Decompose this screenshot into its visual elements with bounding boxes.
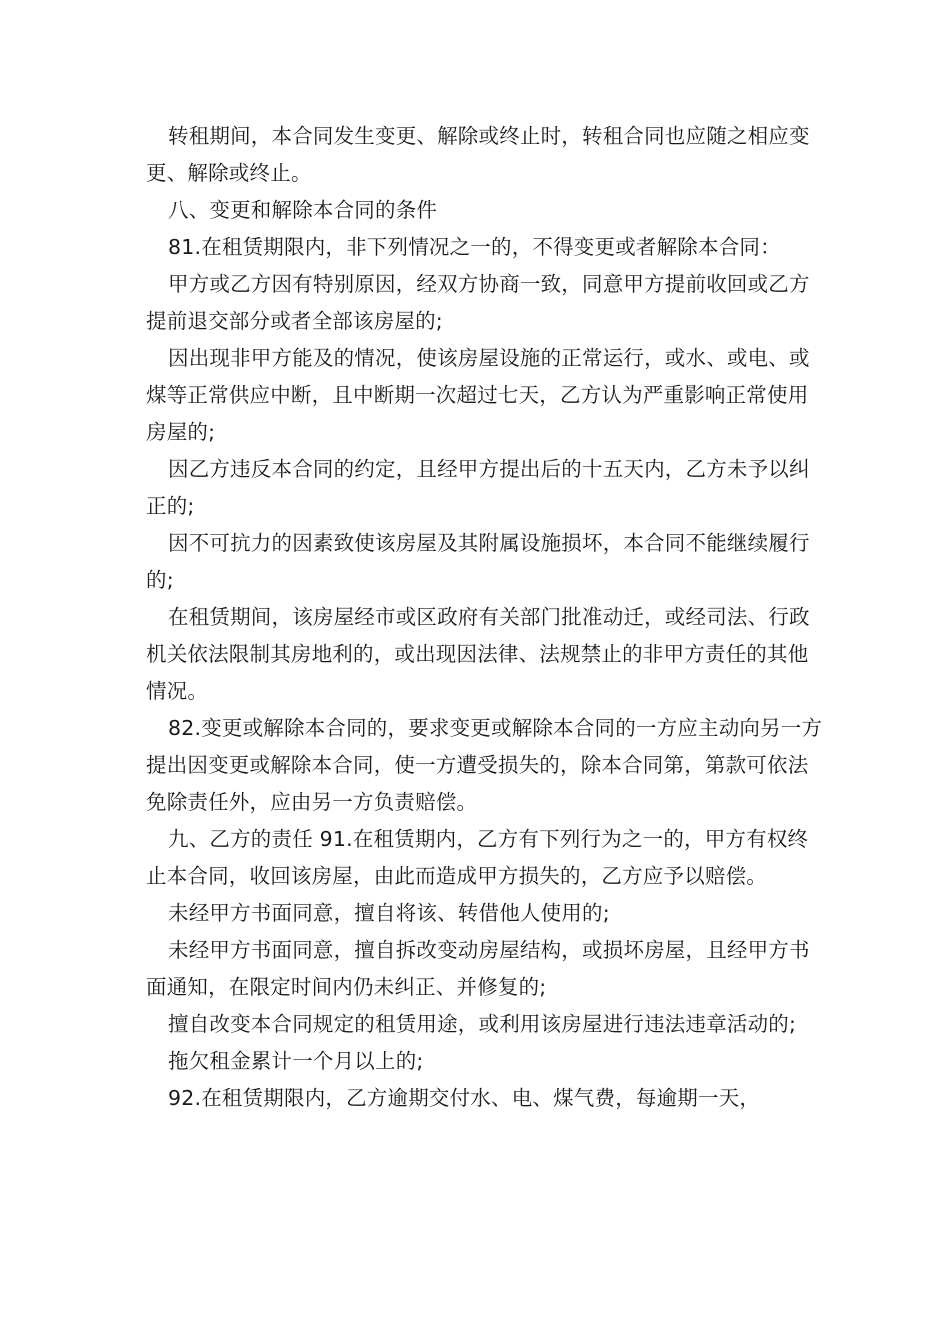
clause-item: 在租赁期间，该房屋经市或区政府有关部门批准动迁，或经司法、行政机关依法限制其房地利的，或出现因法律、法规禁止的非甲方责任的其他情况。: [146, 605, 810, 703]
clause-8-1: 81.在租赁期限内，非下列情况之一的，不得变更或者解除本合同：: [168, 235, 781, 259]
paragraph-sublease-change: 转租期间，本合同发生变更、解除或终止时，转租合同也应随之相应变更、解除或终止。: [146, 124, 810, 185]
clause-item: 擅自改变本合同规定的租赁用途，或利用该房屋进行违法违章活动的;: [168, 1012, 797, 1036]
clause-item: 因出现非甲方能及的情况，使该房屋设施的正常运行，或水、或电、或煤等正常供应中断，且中断期一次超过七天，乙方认为严重影响正常使用房屋的;: [146, 346, 810, 444]
clause-8-2: 82.变更或解除本合同的，要求变更或解除本合同的一方应主动向另一方提出因变更或解除本合同，使一方遭受损失的，除本合同第，第款可依法免除责任外，应由另一方负责赔偿。: [146, 716, 823, 814]
section-heading-8: 八、变更和解除本合同的条件: [168, 198, 438, 222]
clause-9-2: 92.在租赁期限内，乙方逾期交付水、电、煤气费，每逾期一天，: [168, 1086, 761, 1110]
clause-item: 因不可抗力的因素致使该房屋及其附属设施损坏，本合同不能继续履行的;: [146, 531, 810, 592]
clause-item: 拖欠租金累计一个月以上的;: [168, 1049, 424, 1073]
clause-item: 未经甲方书面同意，擅自拆改变动房屋结构，或损坏房屋，且经甲方书面通知，在限定时间内仍未纠正、并修复的;: [146, 938, 810, 999]
document-body: [146, 118, 826, 1117]
clause-item: 未经甲方书面同意，擅自将该、转借他人使用的;: [168, 901, 610, 925]
clause-item: 因乙方违反本合同的约定，且经甲方提出后的十五天内，乙方未予以纠正的;: [146, 457, 810, 518]
section-heading-9: 九、乙方的责任 91.在租赁期内，乙方有下列行为之一的，甲方有权终止本合同，收回该房屋，由此而造成甲方损失的，乙方应予以赔偿。: [146, 827, 809, 888]
clause-item: 甲方或乙方因有特别原因，经双方协商一致，同意甲方提前收回或乙方提前退交部分或者全部该房屋的;: [146, 272, 810, 333]
